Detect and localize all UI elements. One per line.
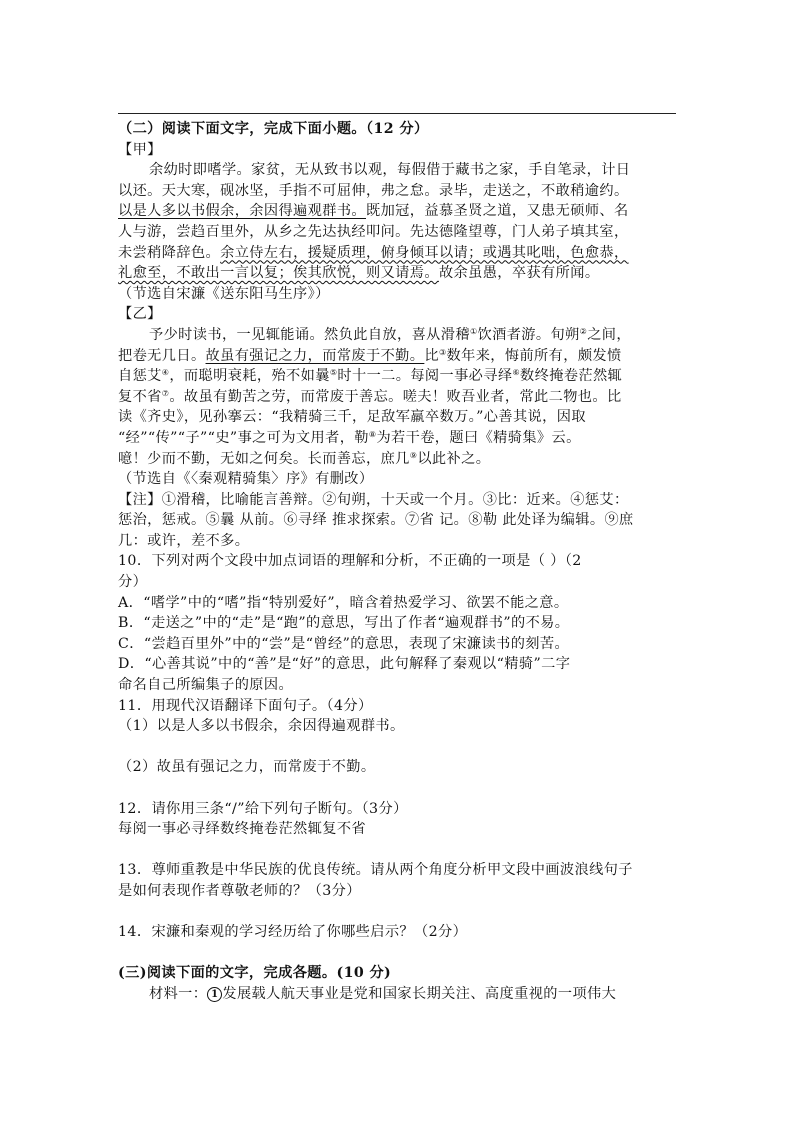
- question-12: 12．请你用三条“/”给下列句子断句。（3分）: [118, 800, 408, 817]
- jia-line-5: 未尝稍降辞色。余立侍左右，援疑质理，俯身倾耳以请；或遇其叱咄，色愈恭，: [118, 244, 629, 261]
- material-1-line: 材料一： 1 发展载人航天事业是党和国家长期关注、高度重视的一项伟大: [149, 985, 617, 1002]
- question-13: 13．尊师重教是中华民族的优良传统。请从两个角度分析甲文段中画波浪线句子: [118, 862, 633, 879]
- underlined-sentence-1: 以是人多以书假余，余因得遍观群书。: [118, 203, 366, 220]
- notes-line-3: 几：或许，差不多。: [118, 532, 250, 549]
- question-11: 11．用现代汉语翻译下面句子。（4分）: [118, 697, 373, 714]
- note-mark-6: ⑥: [512, 368, 521, 378]
- jia-source: （节选自宋濂《送东阳马生序》）: [118, 285, 330, 302]
- yi-source: （节选自《〈秦观精骑集〉序》有删改）: [118, 471, 374, 488]
- question-10: 10．下列对两个文段中加点词语的理解和分析，不正确的一项是（ ）（2: [118, 553, 582, 570]
- jia-line-4: 人与游，尝趋百里外，从乡之先达执经叩问。先达德隆望尊，门人弟子填其室，: [118, 223, 629, 240]
- note-mark-1: ①: [469, 326, 478, 336]
- note-mark-7: ⑦: [161, 388, 170, 398]
- underlined-sentence-2: 故虽有强记之力，而常废于不勤。: [205, 347, 425, 364]
- note-mark-2: ②: [579, 326, 588, 336]
- document-content: [118, 119, 678, 1005]
- question-10-option-c: C．“尝趋百里外”中的“尝”是“曾经”的意思，表现了宋濂读书的刻苦。: [118, 635, 570, 652]
- question-10-option-a: A．“嗜学”中的“嗜”指“特别爱好”，暗含着热爱学习、欲罢不能之意。: [118, 594, 569, 611]
- wavy-sentence-cont: 礼愈至，不敢出一言以复；俟其欣悦，则又请焉。: [118, 265, 439, 282]
- yi-line-7: 噫！少而不勤，无如之何矣。长而善忘，庶几⑨以此补之。: [118, 450, 491, 467]
- note-mark-3: ③: [438, 347, 447, 357]
- yi-line-4: 复不省⑦。故虽有勤苦之劳，而常废于善忘。嗟夫！败吾业者，常此二物也。比: [118, 388, 622, 405]
- question-10-cont: 分）: [118, 574, 148, 591]
- jia-line-3: 以是人多以书假余，余因得遍观群书。既加冠，益慕圣贤之道，又患无硕师、名: [118, 203, 629, 220]
- note-mark-4: ④: [161, 368, 170, 378]
- question-11-item-2: （2）故虽有强记之力，而常废于不勤。: [118, 759, 376, 776]
- question-13-cont: 是如何表现作者尊敬老师的？（3分）: [118, 882, 361, 899]
- yi-label: 【乙】: [118, 306, 162, 323]
- jia-line-2: 以还。天大寒，砚冰坚，手指不可屈伸，弗之怠。录毕，走送之，不敢稍逾约。: [118, 182, 629, 199]
- jia-line-1: 余幼时即嗜学。家贫，无从致书以观，每假借于藏书之家，手自笔录，计日: [149, 162, 631, 179]
- yi-line-5: 读《齐史》，见孙搴云：“我精骑三千，足敌军羸卒数万。”心善其说，因取: [118, 409, 586, 426]
- yi-line-6: “经”“传”“子”“史”事之可为文用者，勒⑧为若干卷，题曰《精骑集》云。: [118, 429, 581, 446]
- note-mark-9: ⑨: [409, 450, 418, 460]
- question-11-item-1: （1）以是人多以书假余，余因得遍观群书。: [118, 718, 405, 735]
- question-10-option-d: D．“心善其说”中的“善”是“好”的意思，此句解释了秦观以“精骑”二字: [118, 656, 571, 673]
- section-2-header: （二）阅读下面文字，完成下面小题。（12 分）: [118, 121, 429, 137]
- question-10-option-d-cont: 命名自己所编集子的原因。: [118, 677, 294, 694]
- jia-label: 【甲】: [118, 141, 162, 158]
- question-12-sentence: 每阅一事必寻绎数终掩卷茫然辄复不省: [118, 821, 366, 838]
- yi-line-2: 把卷无几日。故虽有强记之力，而常废于不勤。比③数年来，悔前所有，颇发愤: [118, 347, 622, 364]
- question-14: 14．宋濂和秦观的学习经历给了你哪些启示？（2分）: [118, 924, 468, 941]
- wavy-sentence: 余立侍左右，援疑质理，俯身倾耳以请；或遇其叱咄，色愈恭，: [220, 244, 629, 261]
- jia-line-6: 礼愈至，不敢出一言以复；俟其欣悦，则又请焉。故余虽愚，卒获有所闻。: [118, 265, 600, 282]
- circled-number-1: 1: [207, 987, 222, 1002]
- notes-line-2: 惩治，惩戒。⑤曩 从前。⑥寻绎 推求探索。⑦省 记。⑧勒 此处译为编辑。⑨庶: [118, 512, 634, 529]
- yi-line-1: 予少时读书，一见辄能诵。然负此自放，喜从滑稽①饮酒者游。旬朔②之间，: [149, 326, 631, 343]
- note-mark-8: ⑧: [368, 429, 377, 439]
- header-rule: [118, 113, 676, 114]
- section-3-header: (三)阅读下面的文字，完成各题。(10 分): [118, 965, 392, 982]
- notes-line-1: 【注】①滑稽，比喻能言善辩。②旬朔，十天或一个月。③比：近来。④惩艾：: [118, 491, 629, 508]
- note-mark-5: ⑤: [329, 368, 338, 378]
- yi-line-3: 自惩艾④，而聪明衰耗，殆不如曩⑤时十一二。每阅一事必寻绎⑥数终掩卷茫然辄: [118, 368, 623, 385]
- question-10-option-b: B．“走送之”中的“走”是“跑”的意思，写出了作者“遍观群书”的不易。: [118, 615, 570, 632]
